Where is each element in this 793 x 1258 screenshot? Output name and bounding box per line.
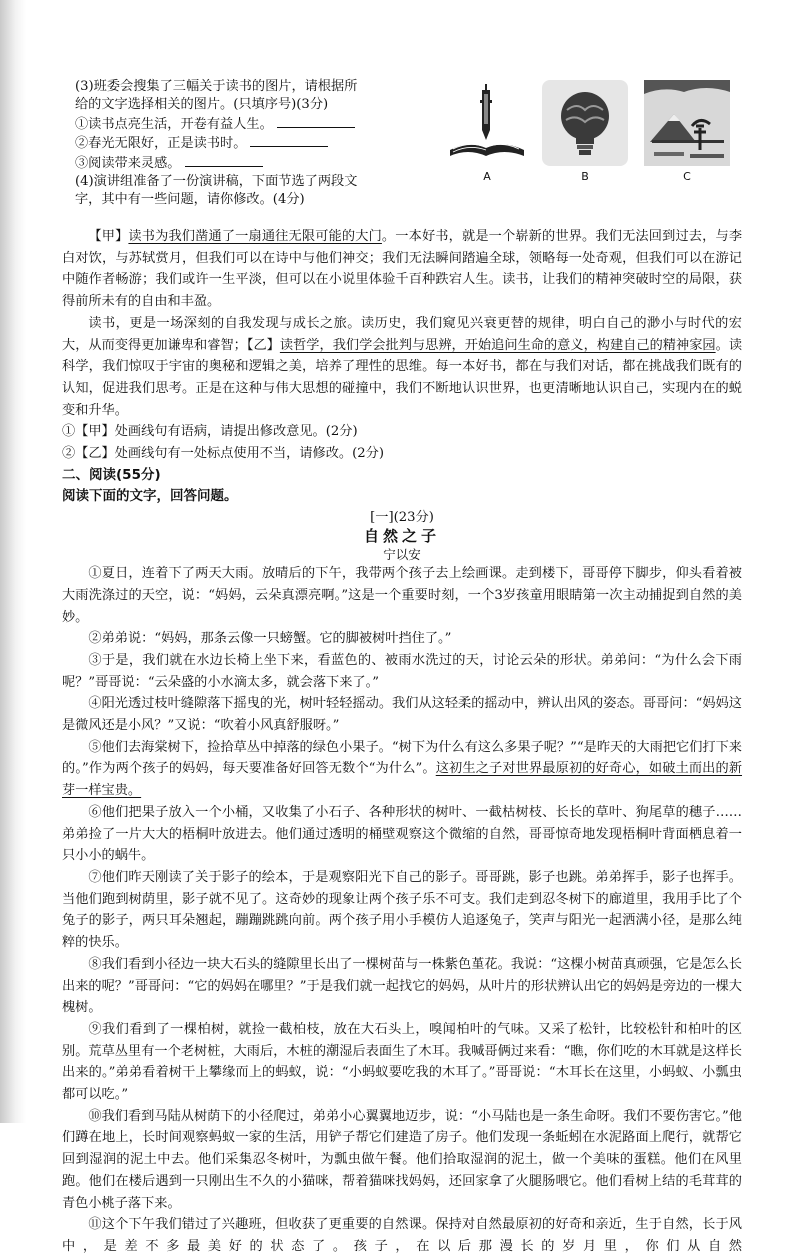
reading-pictures	[444, 80, 744, 190]
speech-para-1: 【甲】读书为我们凿通了一扇通往无限可能的大门。一本好书，就是一个崭新的世界。我们无法回到过去，与李白对饮，与苏轼赏月，但我们可以在诗中与他们神交；我们无法瞬间踏遍全球，领略每一处奇观，但我们可以在游记中随作者畅游；我们或许一生平淡，但可以在小说里体验千百种跌宕人生。读书，让我们的精神突破时空的局限，获得前所未有的自由和丰盈。	[62, 229, 743, 310]
article-para-8: ⑧我们看到小径边一块大石头的缝隙里长出了一棵树苗与一株紫色堇花。我说：“这棵小树苗真顽强，它是怎么长出来的呢？”哥哥问：“它的妈妈在哪里？”于是我们就一起找它的妈妈，从叶片的形状辨认出它的妈妈是旁边的一棵大槐树。	[62, 956, 742, 1016]
q4-stem-line2: 字，其中有一些问题，请你修改。(4分)	[75, 192, 305, 208]
speech-question-2: ②【乙】处画线句有一处标点使用不当，请修改。(2分)	[62, 446, 384, 462]
q3-stem-line2: 给的文字选择相关的图片。(只填序号)(3分)	[75, 97, 329, 113]
underlined-sentence-jia: 读书为我们凿通了一扇通往无限可能的大门	[128, 229, 382, 244]
scan-edge-shadow	[0, 0, 26, 1123]
part-label: [一](23分)	[370, 510, 434, 526]
picture-b-label: B	[581, 170, 589, 183]
q3-item-2: ②春光无限好，正是读书时。	[75, 134, 437, 153]
article-title: 自然之子	[363, 527, 440, 546]
article-para-3: ③于是，我们就在水边长椅上坐下来，看蓝色的、被雨水洗过的天，讨论云朵的形状。弟弟问：“为什么会下雨呢？”哥哥说：“云朵盛的小水滴太多，就会落下来了。”	[62, 652, 742, 690]
answer-blank-3[interactable]	[185, 154, 263, 167]
article-para-5: ⑤他们去海棠树下，捡拾草丛中掉落的绿色小果子。“树下为什么有这么多果子呢？”“是昨天的大雨把它们打下来的。”作为两个孩子的妈妈，每天要准备好回答无数个“为什么”。这初生之子对世界最原初的好奇心，如破土而出的新芽一样宝贵。	[62, 739, 743, 799]
q3-item-1: ①读书点亮生活，开卷有益人生。	[75, 115, 437, 134]
speech-para-2: 读书，更是一场深刻的自我发现与成长之旅。读历史，我们窥见兴衰更替的规律，明白自己的渺小与时代的宏大，从而变得更加谦卑和睿智；【乙】读哲学，我们学会批判与思辨，开始追问生命的意义，构建自己的精神家园。读科学，我们惊叹于宇宙的奥秘和逻辑之美，培养了理性的思维。每一本好书，都在与我们对话，都在挑战我们既有的认知，促进我们思考。正是在这种与伟大思想的碰撞中，我们不断地认识世界，也更清晰地认识自己，实现内在的蜕变和升华。	[62, 315, 743, 418]
answer-blank-2[interactable]	[250, 134, 328, 147]
article-para-7: ⑦他们昨天刚读了关于影子的绘本，于是观察阳光下自己的影子。哥哥跳，影子也跳。弟弟挥手，影子也挥手。当他们跑到树荫里，影子就不见了。这奇妙的现象让两个孩子乐不可支。我们走到忍冬树下的廊道里，我用手比了个兔子的影子，两只耳朵翘起，蹦蹦跳跳向前。两个孩子用小手模仿人追逐兔子，笑声与阳光一起洒满小径，是那么纯粹的快乐。	[62, 869, 742, 951]
reading-instruction: 阅读下面的文字，回答问题。	[62, 488, 238, 505]
article-para-4: ④阳光透过枝叶缝隙落下摇曳的光，树叶轻轻摇动。我们从这轻柔的摇动中，辨认出风的姿态。哥哥问：“妈妈这是微风还是小风？”又说：“吹着小风真舒服呀。”	[62, 696, 742, 734]
answer-blank-1[interactable]	[277, 115, 355, 128]
article-para-1: ①夏日，连着下了两天大雨。放晴后的下午，我带两个孩子去上绘画课。走到楼下，哥哥停下脚步，仰头看着被大雨洗涤过的天空，说：“妈妈，云朵真漂亮啊。”这是一个重要时刻，一个3岁孩童用眼睛第一次主动捕捉到自然的美妙。	[62, 566, 742, 625]
picture-c-landscape	[644, 80, 730, 166]
section-heading: 二、阅读(55分)	[62, 466, 161, 483]
underlined-sentence-para-5: 这初生之子对世界最原初的好奇心，如破土而出的新芽一样宝贵。	[62, 761, 743, 799]
question-3-block	[75, 78, 437, 210]
article-para-9: ⑨我们看到了一棵柏树，就捡一截柏枝，放在大石头上，嗅闻柏叶的气味。又采了松针，比较松针和柏叶的区别。荒草丛里有一个老树桩，大雨后，木桩的潮湿后表面生了木耳。我喊哥俩过来看：“瞧，你们吃的木耳就是这样长出来的。”弟弟看着树干上攀缘而上的蚂蚁，说：“小蚂蚁要吃我的木耳了。”哥哥说：“木耳长在这里，小蚂蚁、小瓢虫都可以吃。”	[62, 1021, 742, 1103]
article-author: 宁以安	[383, 547, 421, 563]
picture-b-bulb-brain	[542, 80, 628, 166]
article-para-2: ②弟弟说：“妈妈，那条云像一只螃蟹。它的脚被树叶挡住了。”	[88, 631, 452, 647]
underlined-sentence-yi: 读哲学，我们学会批判与思辨，开始追问生命的意义，构建自己的精神家园	[279, 337, 716, 353]
article-para-11: ⑪这个下午我们错过了兴趣班，但收获了更重要的自然课。保持对自然最原初的好奇和亲近，生于自然，长于风中，是差不多最美好的状态了。孩子，在以后那漫长的岁月里，你们从自然	[62, 1217, 742, 1254]
q3-stem-line1: (3)班委会搜集了三幅关于读书的图片，请根据所	[75, 79, 358, 94]
picture-a-book-pen	[444, 80, 530, 166]
speech-question-1: ①【甲】处画线句有语病，请提出修改意见。(2分)	[62, 424, 358, 440]
main-text	[62, 226, 742, 1258]
q3-item-3: ③阅读带来灵感。	[75, 154, 437, 173]
article-para-6: ⑥他们把果子放入一个小桶，又收集了小石子、各种形状的树叶、一截枯树枝、长长的草叶、狗尾草的穗子……弟弟捡了一片大大的梧桐叶放进去。他们通过透明的桶壁观察这个微缩的自然，哥哥惊奇地发现梧桐叶背面栖息着一只小小的蜗牛。	[62, 804, 742, 864]
article-para-10: ⑩我们看到马陆从树荫下的小径爬过，弟弟小心翼翼地迈步，说：“小马陆也是一条生命呀。我们不要伤害它。”他们蹲在地上，长时间观察蚂蚁一家的生活，用铲子帮它们建造了房子。他们发现一条蚯蚓在水泥路面上爬行，就帮它回到湿润的泥土中去。他们采集忍冬树叶，为瓢虫做午餐。他们拾取湿润的泥土，做一个美味的蛋糕。他们在风里跑。他们在楼后遇到一只刚出生不久的小猫咪，帮着猫咪找妈妈，还回家拿了火腿肠喂它。他们看树上结的毛茸茸的青色小桃子落下来。	[62, 1108, 742, 1211]
q4-stem-line1: (4)演讲组准备了一份演讲稿，下面节选了两段文	[75, 174, 358, 190]
picture-a-label: A	[483, 170, 491, 183]
picture-c-label: C	[683, 170, 691, 183]
